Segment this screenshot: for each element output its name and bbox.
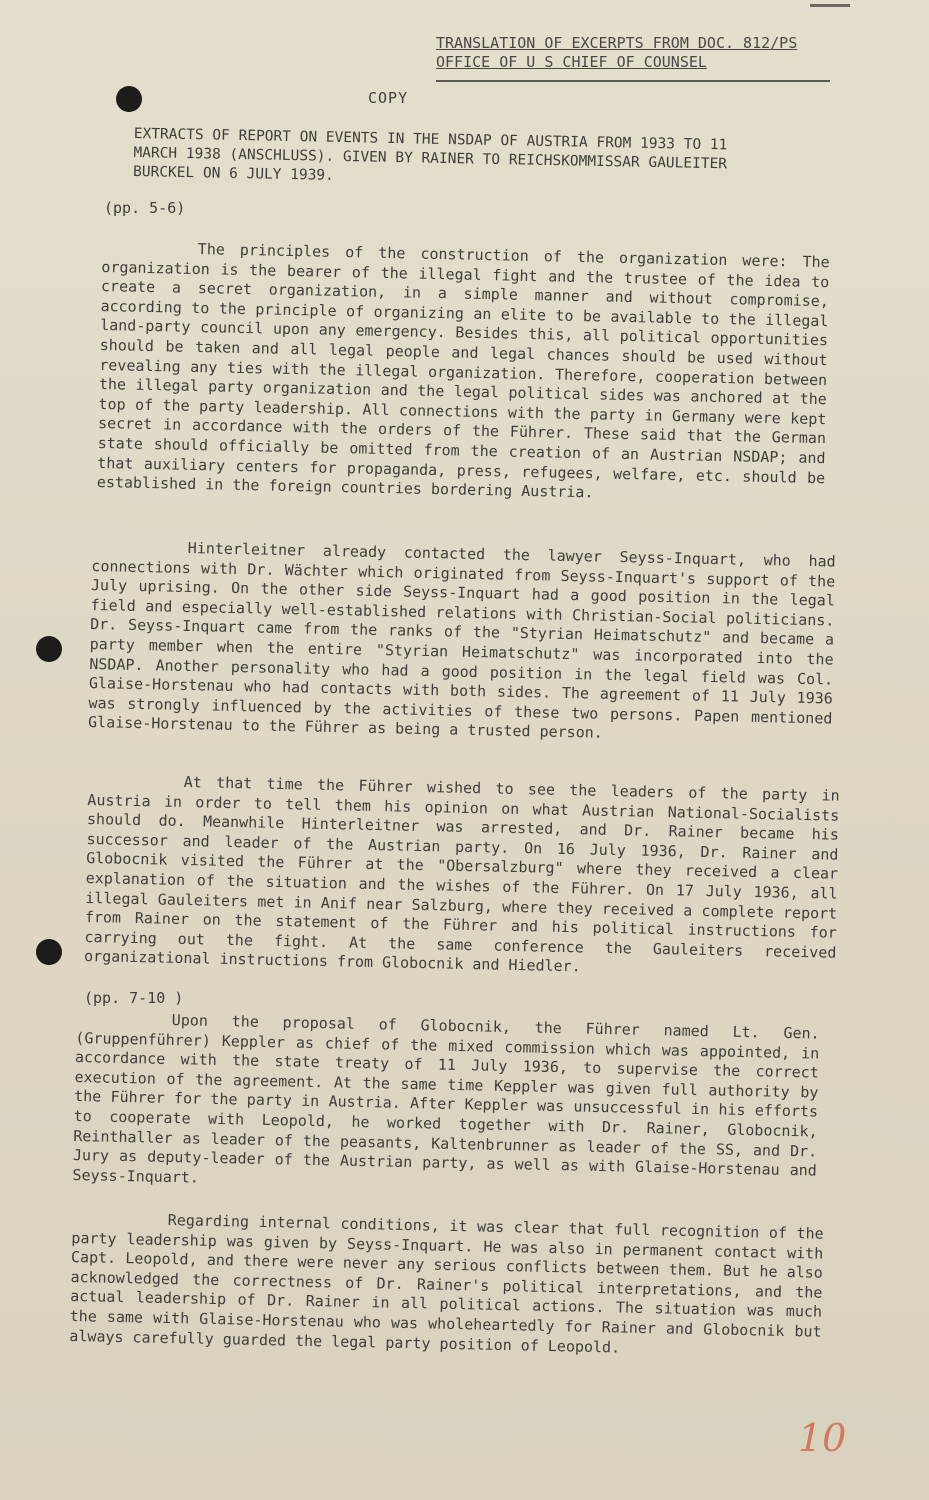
header-line-1: TRANSLATION OF EXCERPTS FROM DOC. 812/PS (436, 34, 798, 52)
header-rule (436, 80, 830, 82)
paragraph-text: Upon the proposal of Globocnik, the Führer named Lt. Gen. (Gruppenführer) Keppler as chief of the mixed commission which was appointed, in accordance with the state treaty of 11 July 1936, to supervise the correct execution of the agreement. At the same time Keppler was given full authority by the Führer for the party in Austria. After Keppler was unsuccessful in his efforts to cooperate with Leopold, he worked together with Dr. Rainer, Globocnik, Reinthaller as leader of the peasants, Kaltenbrunner as leader of the SS, and Dr. Jury as deputy-leader of the Austrian party, as well as with Glaise-Horstenau and Seyss-Inquart. (72, 1011, 820, 1187)
paragraph (72, 1009, 820, 1201)
paragraph-text: Regarding internal conditions, it was clear that full recognition of the party leadership was given by Seyss-Inquart. He was also in permanent contact with Capt. Leopold, and there were never any serious conflicts between them. But he also acknowledged the correctness of Dr. Rainer's political interpretations, and the actual leadership of Dr. Rainer in all political actions. The situation was much the same with Glaise-Horstenau who was wholeheartedly for Rainer and Globocnik but always carefully guarded the legal party position of Leopold. (69, 1211, 824, 1357)
document-header (436, 34, 836, 82)
header-line-2: OFFICE OF U S CHIEF OF COUNSEL (436, 53, 707, 71)
punch-hole (36, 636, 62, 662)
paragraph (84, 771, 840, 983)
page-number: 10 (798, 1416, 847, 1460)
section-label: (pp. 5-6) (104, 199, 186, 217)
document-title: EXTRACTS OF REPORT ON EVENTS IN THE NSDAP OF AUSTRIA FROM 1933 TO 11 MARCH 1938 (ANSCHLUSS). GIVEN BY RAINER TO REICHSKOMMISSAR GAULEITER BURCKEL ON 6 JULY 1939. (132, 125, 728, 184)
paragraph (97, 238, 830, 508)
paragraph-text: At that time the Führer wished to see the leaders of the party in Austria in order to tell them his opinion on what Austrian National-Socialists should do. Meanwhile Hinterleitner was arrested, and Dr. Rainer became his successor and leader of the Austrian party. On 16 July 1936, Dr. Rainer and Globocnik visited the Führer at the "Obersalzburg" where they received a clear explanation of the situation and the wishes of the Führer. On 17 July 1936, all illegal Gauleiters met in Anif near Salzburg, where they received a complete report from Rainer on the statement of the Führer and his political instructions for carrying out the fight. At the same conference the Gauleiters received organizational instructions from Globocnik and Hiedler. (83, 773, 840, 976)
punch-hole (36, 939, 62, 965)
section-label: (pp. 7-10 ) (84, 989, 184, 1007)
paragraph-text: Hinterleitner already contacted the lawyer Seyss-Inquart, who had connections with Dr. Wächter which originated from Seyss-Inquart's support of the July uprising. On the other side Seyss-Inquart had a good position in the legal field and especially well-established relations with Christian-Social politicians. Dr. Seyss-Inquart came from the ranks of the "Styrian Heimatschutz" and became a party member when the entire "Styrian Heimatschutz" was incorporated into the NSDAP. Another personality who had a good position in the legal field was Col. Glaise-Horstenau who had contacts with both sides. The agreement of 11 July 1936 was strongly influenced by the activities of these two persons. Papen mentioned Glaise-Horstenau to the Führer as being a trusted person. (87, 539, 836, 743)
copy-label: COPY (368, 89, 409, 107)
top-pen-mark (810, 4, 850, 7)
paragraph (88, 537, 836, 748)
punch-hole (116, 86, 142, 112)
paragraph (69, 1209, 824, 1362)
paragraph-text: The principles of the construction of the organization were: The organization is the bearer of the illegal fight and the trustee of the idea to create a secret organization, in a simple manner and without compromise, according to the principle of organizing an elite to be available to the illegal land-party council upon any emergency. Besides this, all political opportunities should be taken and all legal people and legal chances should be used without revealing any ties with the illegal organization. Therefore, cooperation between the illegal party organization and the legal political sides was anchored at the top of the party leadership. All connections with the party in Germany were kept secret in accordance with the orders of the Führer. These said that the German state should officially be omitted from the creation of an Austrian NSDAP; and that auxiliary centers for propaganda, press, refugees, welfare, etc. should be established in the foreign countries bordering Austria. (96, 240, 830, 502)
